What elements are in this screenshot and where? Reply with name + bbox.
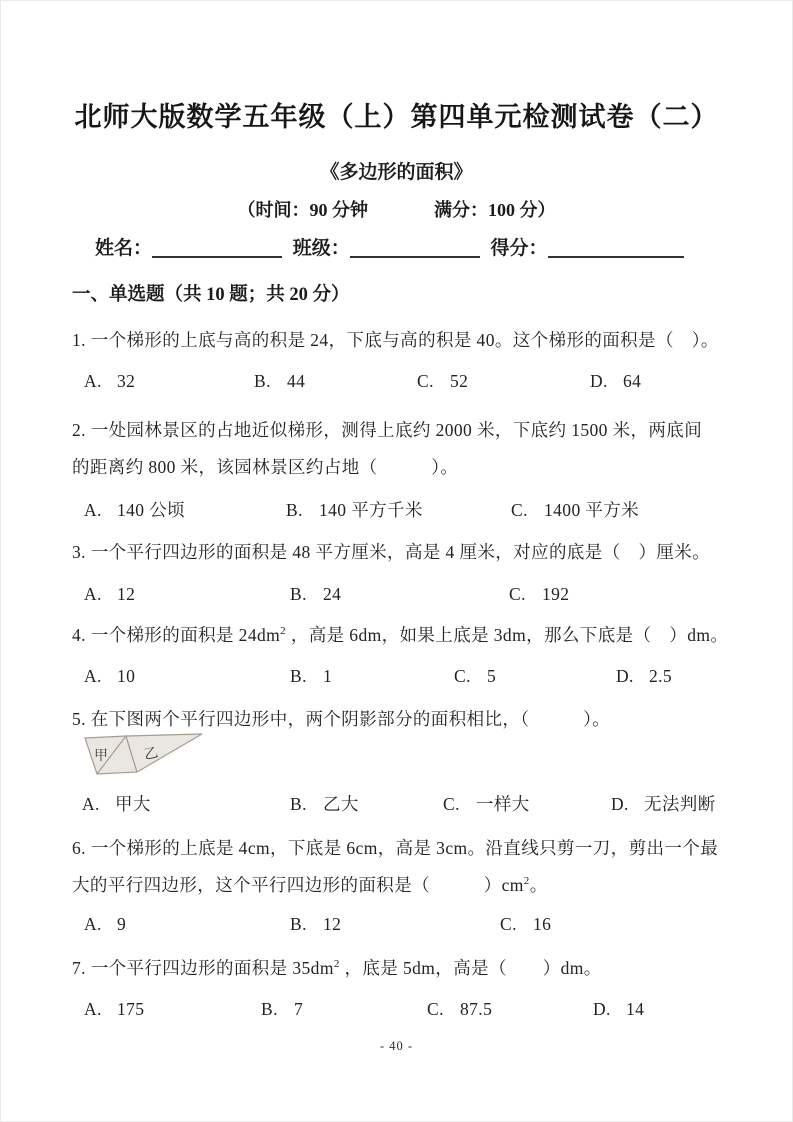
question-6-line2: 大的平行四边形，这个平行四边形的面积是（ ）$cm^2$。 bbox=[72, 875, 548, 895]
student-info-row bbox=[95, 233, 690, 260]
page-subtitle: 《多边形的面积》 bbox=[320, 162, 473, 183]
option-7a: A. 175 bbox=[84, 999, 145, 1019]
full-score: 满分：100 分） bbox=[434, 200, 556, 220]
option-5b: B. 乙大 bbox=[290, 794, 359, 814]
page-title: 北师大版数学五年级（上）第四单元检测试卷（二） bbox=[74, 102, 719, 132]
option-6b: B. 12 bbox=[290, 914, 342, 934]
option-6a: A. 9 bbox=[84, 914, 127, 934]
option-1a: A. 32 bbox=[84, 371, 136, 391]
option-4c: C. 5 bbox=[454, 666, 497, 686]
superscript-2: 2 bbox=[280, 625, 287, 638]
option-7d: D. 14 bbox=[593, 999, 645, 1019]
question-2-line2: 的距离约 800 米，该园林景区约占地（ ）。 bbox=[72, 457, 459, 477]
option-1b: B. 44 bbox=[254, 371, 306, 391]
class-label: 班级： bbox=[292, 238, 350, 259]
option-3c: C. 192 bbox=[509, 584, 570, 604]
option-4b: B. 1 bbox=[290, 666, 333, 686]
question-3-text: 3. 一个平行四边形的面积是 48 平方厘米，高是 4 厘米，对应的底是（ ）厘米。 bbox=[72, 542, 711, 562]
option-5c: C. 一样大 bbox=[443, 794, 530, 814]
time-limit: （时间：90 分钟 bbox=[237, 200, 368, 220]
score-blank-line bbox=[548, 236, 684, 258]
page-number: - 40 - bbox=[379, 1039, 414, 1053]
superscript-2: 2 bbox=[523, 875, 530, 888]
question-2-options bbox=[72, 497, 732, 521]
name-label: 姓名： bbox=[95, 238, 153, 259]
option-7c: C. 87.5 bbox=[427, 999, 493, 1019]
section-heading: 一、单选题（共 10 题；共 20 分） bbox=[72, 285, 350, 305]
name-blank-line bbox=[152, 236, 282, 258]
question-7-text: 7. 一个平行四边形的面积是 $35dm^2$ ，底是 5dm，高是（ ）dm。 bbox=[72, 958, 602, 978]
option-2c: C. 1400 平方米 bbox=[511, 500, 640, 520]
option-3b: B. 24 bbox=[290, 584, 342, 604]
question-2-line1: 2. 一处园林景区的占地近似梯形，测得上底约 2000 米，下底约 1500 米，两底间 bbox=[72, 420, 703, 440]
question-4-text: 4. 一个梯形的面积是 $24dm^2$ ，高是 6dm，如果上底是 3dm，那么下底是（ ）dm。 bbox=[72, 625, 729, 645]
label-jia: 甲 bbox=[94, 749, 108, 764]
option-2a: A. 140 公顷 bbox=[84, 500, 186, 520]
score-label: 得分： bbox=[490, 238, 548, 259]
question-5-options bbox=[72, 791, 732, 815]
class-blank-line bbox=[350, 236, 480, 258]
question-5-text: 5. 在下图两个平行四边形中，两个阴影部分的面积相比，（ ）。 bbox=[72, 709, 611, 729]
exam-meta bbox=[0, 196, 793, 222]
option-6c: C. 16 bbox=[500, 914, 552, 934]
option-4d: D. 2.5 bbox=[616, 666, 673, 686]
question-1-options bbox=[72, 371, 732, 395]
triangle-yi-shape bbox=[126, 734, 202, 772]
question-7-options bbox=[72, 999, 732, 1023]
question-5-figure bbox=[65, 728, 240, 795]
question-6-line1: 6. 一个梯形的上底是 4cm，下底是 6cm，高是 3cm。沿直线只剪一刀，剪出一个最 bbox=[72, 838, 719, 858]
option-3a: A. 12 bbox=[84, 584, 136, 604]
option-4a: A. 10 bbox=[84, 666, 136, 686]
option-2b: B. 140 平方千米 bbox=[286, 500, 423, 520]
option-5d: D. 无法判断 bbox=[611, 794, 716, 814]
option-1c: C. 52 bbox=[417, 371, 469, 391]
option-1d: D. 64 bbox=[590, 371, 642, 391]
option-5a: A. 甲大 bbox=[82, 794, 151, 814]
label-yi: 乙 bbox=[142, 745, 160, 764]
question-3-options bbox=[72, 584, 732, 608]
question-6-options bbox=[72, 914, 732, 938]
superscript-2: 2 bbox=[333, 958, 340, 971]
option-7b: B. 7 bbox=[261, 999, 304, 1019]
question-4-options bbox=[72, 666, 732, 690]
question-1-text: 1. 一个梯形的上底与高的积是 24，下底与高的积是 40。这个梯形的面积是（ ）。 bbox=[72, 330, 719, 350]
